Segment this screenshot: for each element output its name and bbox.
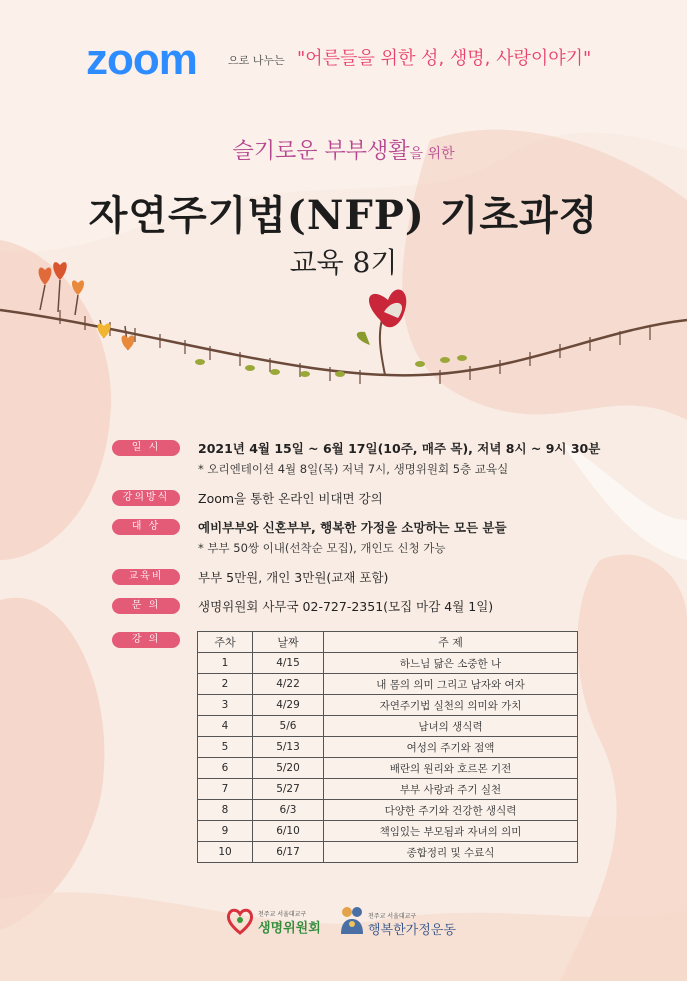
org2-name: 행복한가정운동	[368, 923, 456, 938]
date-cell: 5/27	[253, 779, 324, 800]
table-row	[198, 842, 578, 863]
topic-cell: 여성의 주기와 점액	[324, 737, 578, 758]
label-contact: 문 의	[112, 598, 180, 614]
target-value: 예비부부와 신혼부부, 행복한 가정을 소망하는 모든 분들	[198, 520, 507, 535]
contact-value: 생명위원회 사무국 02-727-2351(모집 마감 4월 1일)	[198, 599, 494, 614]
family-logo-icon	[339, 904, 365, 936]
org2-small-text: 천주교 서울대교구	[368, 913, 417, 920]
col-date: 날짜	[253, 632, 324, 653]
schedule-value: 2021년 4월 15일 ~ 6월 17일(10주, 매주 목), 저녁 8시 ~ 9시 30분	[198, 441, 601, 456]
week-cell: 9	[198, 821, 253, 842]
topic-cell: 하느님 닮은 소중한 나	[324, 653, 578, 674]
subtitle-main: 슬기로운 부부생활	[232, 139, 410, 164]
week-cell: 4	[198, 716, 253, 737]
label-lecture: 강 의	[112, 632, 180, 648]
date-cell: 5/6	[253, 716, 324, 737]
topic-cell: 자연주기법 실천의 의미와 가치	[324, 695, 578, 716]
week-cell: 10	[198, 842, 253, 863]
table-row	[198, 674, 578, 695]
date-cell: 6/3	[253, 800, 324, 821]
main-title: 자연주기법(NFP) 기초과정	[88, 192, 599, 239]
table-row	[198, 716, 578, 737]
week-cell: 8	[198, 800, 253, 821]
table-row	[198, 695, 578, 716]
table-row	[198, 821, 578, 842]
topic-cell: 배란의 원리와 호르몬 기전	[324, 758, 578, 779]
date-cell: 6/17	[253, 842, 324, 863]
date-cell: 5/13	[253, 737, 324, 758]
week-cell: 7	[198, 779, 253, 800]
table-row	[198, 800, 578, 821]
table-header-row	[198, 632, 578, 653]
label-fee: 교육비	[112, 569, 180, 585]
table-row	[198, 779, 578, 800]
label-schedule: 일 시	[112, 440, 180, 456]
org1-name: 생명위원회	[258, 921, 321, 936]
heart-logo-icon	[226, 907, 254, 935]
label-target: 대 상	[112, 519, 180, 535]
method-value: Zoom을 통한 온라인 비대면 강의	[198, 491, 383, 506]
date-cell: 6/10	[253, 821, 324, 842]
date-cell: 4/15	[253, 653, 324, 674]
date-cell: 4/29	[253, 695, 324, 716]
zoom-logo: zoom	[86, 35, 197, 84]
topic-cell: 종합정리 및 수료식	[324, 842, 578, 863]
topic-cell: 다양한 주기와 건강한 생식력	[324, 800, 578, 821]
schedule-note: * 오리엔테이션 4월 8일(목) 저녁 7시, 생명위원회 5층 교육실	[198, 462, 509, 476]
date-cell: 5/20	[253, 758, 324, 779]
target-note: * 부부 50쌍 이내(선착순 모집), 개인도 신청 가능	[198, 541, 446, 555]
topic-cell: 부부 사랑과 주기 실천	[324, 779, 578, 800]
tagline: "어른들을 위한 성, 생명, 사랑이야기"	[297, 48, 592, 69]
topic-cell: 내 몸의 의미 그리고 남자와 여자	[324, 674, 578, 695]
col-week: 주차	[198, 632, 253, 653]
subtitle	[0, 134, 687, 165]
subtitle-small: 을 위한	[409, 146, 455, 162]
date-cell: 4/22	[253, 674, 324, 695]
lecture-table	[197, 631, 578, 863]
week-cell: 2	[198, 674, 253, 695]
tagline-prefix: 으로 나누는	[228, 54, 285, 67]
table-row	[198, 653, 578, 674]
week-cell: 5	[198, 737, 253, 758]
table-row	[198, 758, 578, 779]
label-method: 강의방식	[112, 490, 180, 506]
org1-small-text: 천주교 서울대교구	[258, 911, 307, 918]
topic-cell: 책임있는 부모됨과 자녀의 의미	[324, 821, 578, 842]
week-cell: 3	[198, 695, 253, 716]
topic-cell: 남녀의 생식력	[324, 716, 578, 737]
col-topic: 주 제	[324, 632, 578, 653]
fee-value: 부부 5만원, 개인 3만원(교재 포함)	[198, 570, 389, 585]
week-cell: 6	[198, 758, 253, 779]
week-cell: 1	[198, 653, 253, 674]
table-row	[198, 737, 578, 758]
cohort-title: 교육 8기	[289, 246, 398, 279]
